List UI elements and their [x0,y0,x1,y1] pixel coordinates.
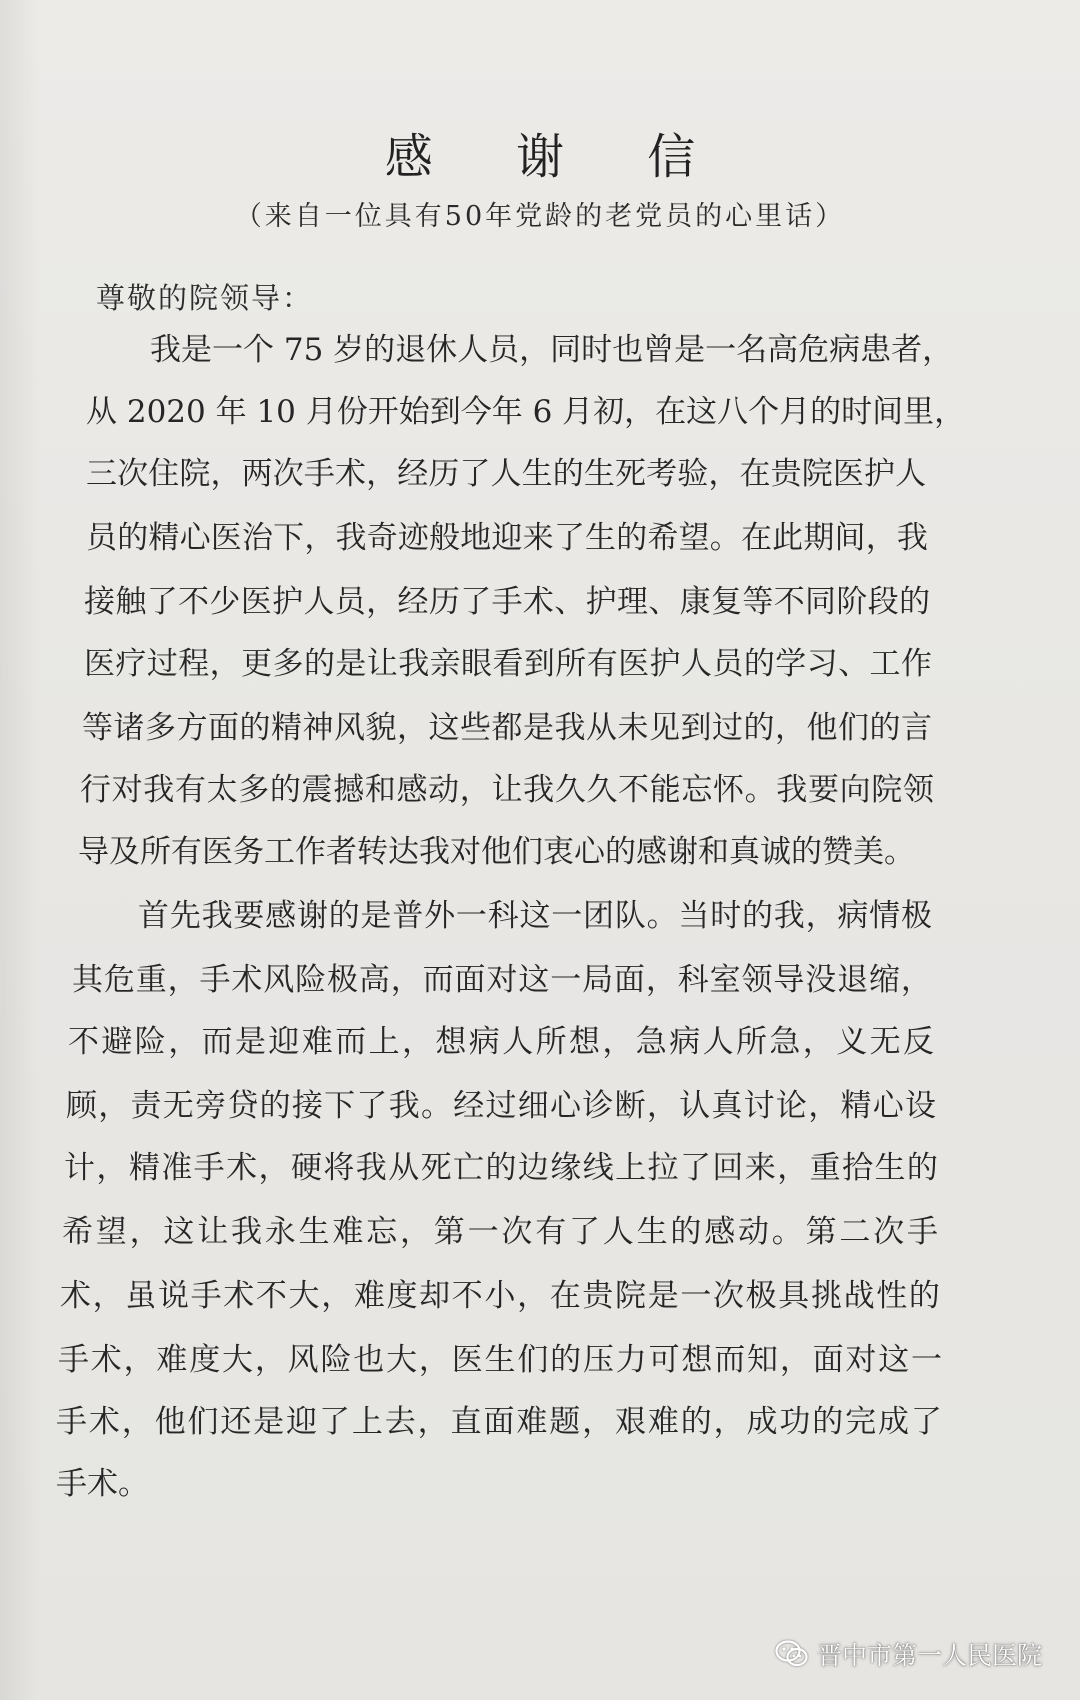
letter-line: 希望，这让我永生难忘，第一次有了人生的感动。第二次手 [62,1214,941,1250]
wechat-icon [775,1639,809,1669]
letter-line: 手术。 [56,1466,149,1502]
letter-line: 行对我有太多的震撼和感动，让我久久不能忘怀。我要向院领 [80,772,935,808]
letter-line: 计，精准手术，硬将我从死亡的边缘线上拉了回来，重拾生的 [64,1150,940,1186]
letter-line: 从 2020 年 10 月份开始到今年 6 月初，在这八个月的时间里， [86,394,966,430]
letter-line: 三次住院，两次手术，经历了人生的生死考验，在贵院医护人 [86,456,927,492]
letter-line: 手术，难度大，风险也大，医生们的压力可想而知，面对这一 [58,1342,944,1378]
letter-line: 等诸多方面的精神风貌，这些都是我从未见到过的，他们的言 [82,710,933,746]
letter-line: 术，虽说手术不大，难度却不小，在贵院是一次极具挑战性的 [60,1278,942,1314]
letter-line: 我是一个 75 岁的退休人员，同时也曾是一名高危病患者， [150,332,954,368]
letter-line: 其危重，手术风险极高，而面对这一局面，科室领导没退缩， [72,962,933,998]
letter-line: 首先我要感谢的是普外一科这一团队。当时的我，病情极 [138,898,933,934]
letter-line: 员的精心医治下，我奇迹般地迎来了生的希望。在此期间，我 [86,520,929,556]
account-name: 晋中市第一人民医院 [816,1641,1042,1670]
letter-line: 接触了不少医护人员，经历了手术、护理、康复等不同阶段的 [84,584,931,620]
wechat-watermark [775,1636,1042,1672]
letter-title: 感 谢 信 [384,129,730,185]
letter-line: 医疗过程，更多的是让我亲眼看到所有医护人员的学习、工作 [84,646,933,682]
letter-line: 顾，责无旁贷的接下了我。经过细心诊断，认真讨论，精心设 [66,1088,938,1124]
letter-subtitle: （来自一位具有50年党龄的老党员的心里话） [234,201,846,232]
letter-line: 不避险，而是迎难而上，想病人所想，急病人所急，义无反 [68,1024,937,1060]
letter-line: 导及所有医务工作者转达我对他们衷心的感谢和真诚的赞美。 [78,834,915,870]
paper-shadow [0,0,40,1700]
salutation: 尊敬的院领导： [96,281,314,315]
letter-line: 手术，他们还是迎了上去，直面难题，艰难的，成功的完成了 [56,1404,944,1440]
